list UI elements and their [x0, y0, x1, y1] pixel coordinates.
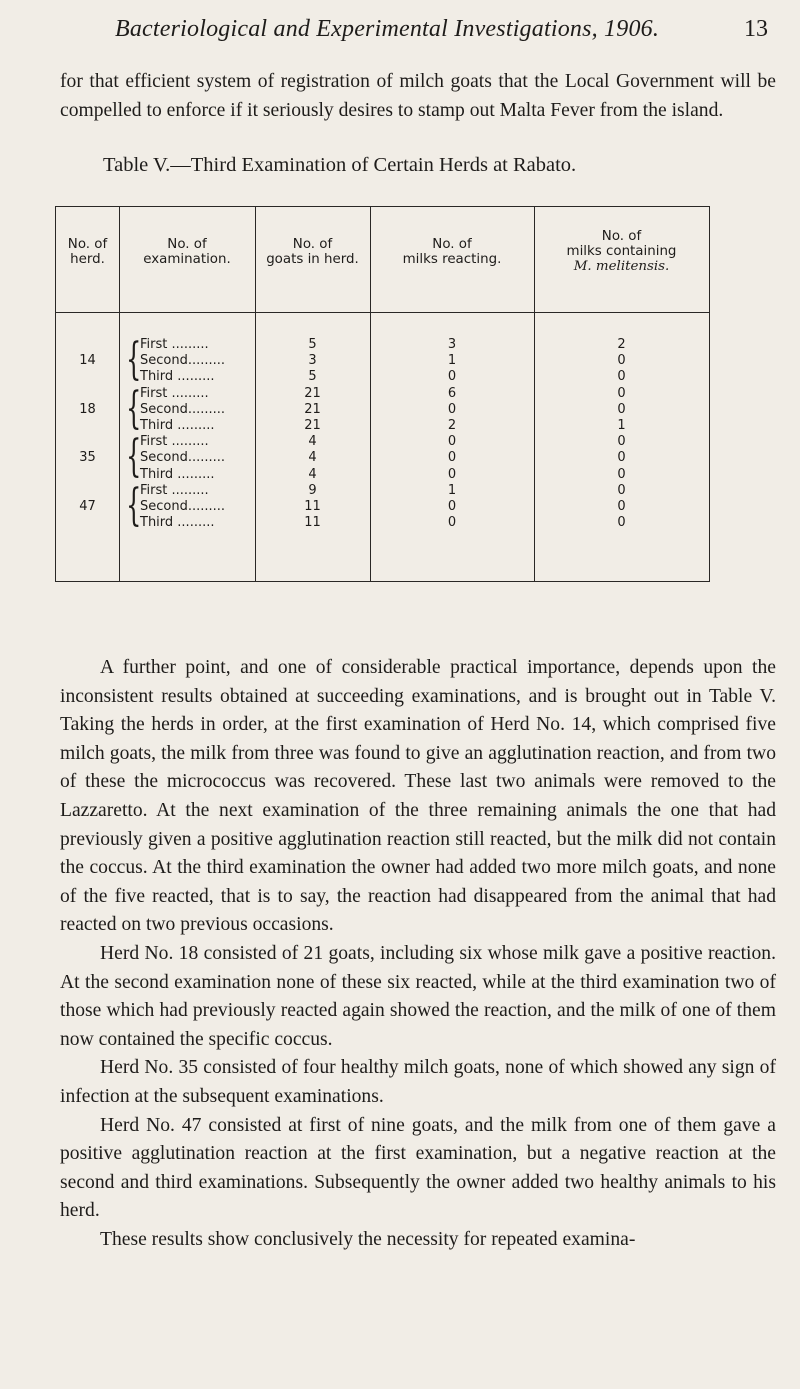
running-title: Bacteriological and Experimental Investigations, 1906.	[115, 16, 660, 42]
reacting-count: 0	[447, 434, 457, 450]
goats-count: 4	[308, 466, 317, 482]
examination-label: Third .........	[140, 369, 215, 385]
examination-label: First .........	[140, 337, 209, 352]
species-name: M. melitensis.	[573, 259, 670, 274]
containing-count: 0	[617, 450, 626, 466]
reacting-count: 0	[447, 515, 457, 531]
goats-count: 9	[308, 482, 317, 498]
goats-count: 21	[304, 385, 321, 401]
goats-count: 5	[308, 337, 317, 352]
reacting-count: 6	[447, 385, 457, 401]
reacting-count: 1	[447, 482, 457, 498]
herd-number: 47	[79, 499, 96, 514]
col-header-line	[534, 259, 709, 274]
goats-count: 21	[304, 401, 321, 417]
reacting-count: 0	[447, 499, 457, 514]
examination-label: Third .........	[140, 418, 215, 433]
containing-count: 0	[617, 353, 626, 369]
brace-glyph: {	[126, 382, 142, 434]
goats-count: 11	[304, 515, 321, 531]
paragraph: A further point, and one of considerable practical importance, depends upon the inconsistent results obtained at succeeding examinations, and is brought out in Table V. Taking the herds in order, at the first examination of Herd No. 14, which comprised five milch goats, the milk from three was found to give an agglutination reaction, and from two of these the micrococcus was recovered. These last two animals were removed to the Lazzaretto. At the next examination of the three remaining animals the one that had previously given a positive agglutination reaction still reacted, but the milk did not contain the coccus. At the third examination the owner had added two more milch goats, and none of the five reacted, that is to say, the reaction had disappeared from the animal that had reacted on two previous occasions.	[60, 657, 776, 936]
reacting-count: 1	[447, 353, 457, 369]
intro-paragraph: for that efficient system of registration of milch goats that the Local Government will be compelled to enforce if it seriously desires to stamp out Malta Fever from the island.	[60, 71, 776, 121]
col-header-line: No. of	[292, 237, 333, 252]
col-header-reacting	[370, 237, 534, 267]
header-divider	[56, 312, 709, 313]
examination-label: Second.........	[140, 450, 226, 466]
col-header-containing	[534, 229, 709, 274]
reacting-count: 0	[447, 466, 457, 482]
containing-count: 2	[617, 337, 626, 352]
goats-count: 4	[308, 450, 317, 466]
brace-glyph: {	[126, 431, 142, 483]
containing-count: 0	[617, 369, 626, 385]
reacting-count: 0	[447, 369, 457, 385]
containing-count: 0	[617, 466, 626, 482]
herd-number: 35	[79, 450, 96, 466]
paragraph: Herd No. 18 consisted of 21 goats, including six whose milk gave a positive reaction. At the second examination none of these six reacted, while at the third examination two of those which had previously reacted again showed the reaction, and the milk of one of them now contained the specific coccus.	[60, 942, 776, 1050]
col-header-line: No. of	[432, 237, 472, 252]
data-table	[55, 206, 710, 582]
examination-label: First .........	[140, 482, 209, 498]
examination-label: First .........	[140, 385, 209, 401]
col-header-line: No. of	[167, 237, 207, 252]
herd-number: 14	[79, 353, 96, 369]
page-number: 13	[744, 16, 768, 42]
goats-count: 4	[308, 434, 317, 450]
containing-count: 0	[617, 434, 626, 450]
col-header-line: No. of	[67, 237, 108, 252]
examination-label: Third .........	[140, 466, 215, 482]
reacting-count: 0	[447, 450, 457, 466]
reacting-count: 3	[447, 337, 457, 352]
col-header-line: goats in herd.	[266, 252, 359, 267]
containing-count: 0	[617, 385, 626, 401]
reacting-count: 2	[447, 418, 457, 433]
examination-label: Second.........	[140, 401, 226, 417]
reacting-count: 0	[447, 401, 457, 417]
containing-count: 0	[617, 515, 626, 531]
containing-count: 0	[617, 401, 626, 417]
body-text	[60, 654, 776, 1254]
brace-glyph: {	[126, 334, 142, 385]
paragraph: These results show conclusively the necessity for repeated examina-	[100, 1228, 636, 1250]
examination-label: Second.........	[140, 499, 226, 514]
col-header-exam	[119, 237, 255, 267]
paragraph: Herd No. 47 consisted at first of nine goats, and the milk from one of them gave a positive agglutination reaction at the first examination, but a negative reaction at the second and third examinations. Subsequently the owner added two healthy animals to his herd.	[60, 1114, 776, 1222]
containing-count: 0	[617, 482, 626, 498]
paragraph: Herd No. 35 consisted of four healthy milch goats, none of which showed any sign of infection at the subsequent examinations.	[60, 1057, 776, 1107]
goats-count: 5	[308, 369, 317, 385]
brace-glyph: {	[126, 479, 142, 531]
goats-count: 21	[304, 418, 321, 433]
col-header-line: milks containing	[566, 244, 677, 259]
containing-count: 1	[617, 418, 626, 433]
col-header-herd	[56, 237, 119, 267]
containing-count: 0	[617, 499, 626, 514]
col-header-line: examination.	[143, 252, 231, 267]
col-header-goats	[255, 237, 370, 267]
goats-count: 3	[308, 353, 317, 369]
col-header-line: milks reacting.	[402, 252, 502, 267]
goats-count: 11	[304, 499, 321, 514]
examination-label: Second.........	[140, 353, 226, 369]
herd-number: 18	[79, 401, 96, 417]
col-header-line: herd.	[70, 252, 105, 267]
examination-label: First .........	[140, 434, 209, 450]
examination-label: Third .........	[140, 515, 215, 531]
col-header-line: No. of	[601, 229, 642, 244]
table-caption: Table V.—Third Examination of Certain Herds at Rabato.	[103, 154, 577, 176]
